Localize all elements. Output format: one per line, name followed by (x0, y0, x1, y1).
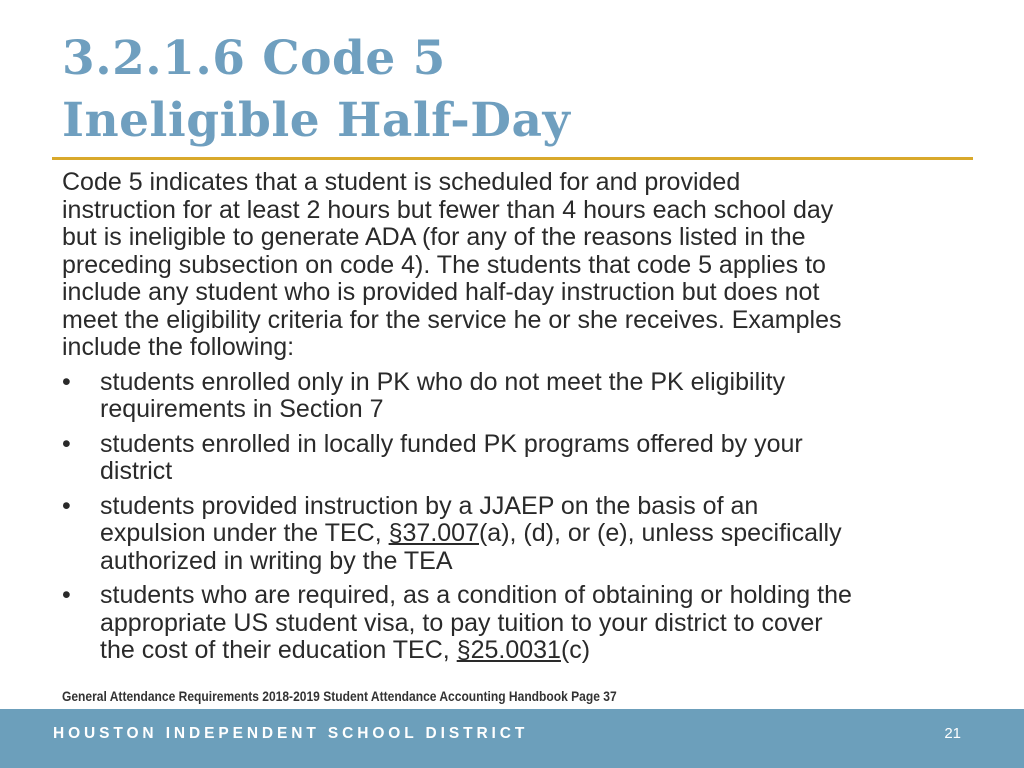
item-text: expulsion under the TEC, (100, 519, 389, 547)
list-item (62, 369, 967, 424)
bullet-icon: • (62, 581, 71, 609)
list-item (62, 582, 967, 665)
examples-list (62, 369, 967, 665)
item-text: the cost of their education TEC, (100, 636, 457, 664)
tec-37-007-link[interactable]: §37.007 (388, 519, 479, 547)
bullet-icon: • (62, 367, 71, 396)
bullet-icon: • (62, 491, 71, 520)
intro-line: include any student who is provided half-day instruction but does not (62, 278, 820, 306)
intro-line: but is ineligible to generate ADA (for any of the reasons listed in the (62, 223, 806, 251)
intro-line: Code 5 indicates that a student is scheduled for and provided (62, 168, 741, 196)
intro-line: instruction for at least 2 hours but fewer than 4 hours each school day (62, 195, 834, 224)
intro-line: meet the eligibility criteria for the service he or she receives. Examples (62, 305, 842, 334)
item-line: students who are required, as a condition of obtaining or holding the (100, 581, 852, 609)
item-line: students provided instruction by a JJAEP on the basis of an (100, 491, 759, 520)
organization-name: HOUSTON INDEPENDENT SCHOOL DISTRICT (53, 725, 529, 742)
item-line: students enrolled only in PK who do not meet the PK eligibility (100, 367, 786, 396)
slide-body (62, 169, 967, 672)
source-citation: General Attendance Requirements 2018-2019 Student Attendance Accounting Handbook Page 37 (62, 688, 617, 704)
item-line: authorized in writing by the TEA (100, 546, 453, 575)
item-line: district (100, 457, 173, 485)
title-line-2: Ineligible Half-Day (62, 93, 571, 148)
intro-line: preceding subsection on code 4). The students that code 5 applies to (62, 250, 826, 279)
list-item (62, 493, 967, 576)
item-text: (a), (d), or (e), unless specifically (478, 519, 842, 547)
list-item (62, 431, 967, 486)
title-divider (52, 157, 973, 160)
item-line (100, 520, 967, 548)
title-line-1: 3.2.1.6 Code 5 (62, 31, 446, 86)
item-line: requirements in Section 7 (100, 395, 384, 423)
item-text: (c) (560, 636, 591, 664)
page-number: 21 (944, 725, 961, 742)
item-line (100, 637, 967, 665)
footer-bar (0, 709, 1024, 768)
bullet-icon: • (62, 429, 71, 458)
item-line: students enrolled in locally funded PK programs offered by your (100, 429, 803, 458)
item-line: appropriate US student visa, to pay tuition to your district to cover (100, 608, 823, 637)
slide-title (62, 28, 570, 152)
tec-25-0031-link[interactable]: §25.0031 (456, 636, 561, 664)
intro-line: include the following: (62, 333, 295, 361)
